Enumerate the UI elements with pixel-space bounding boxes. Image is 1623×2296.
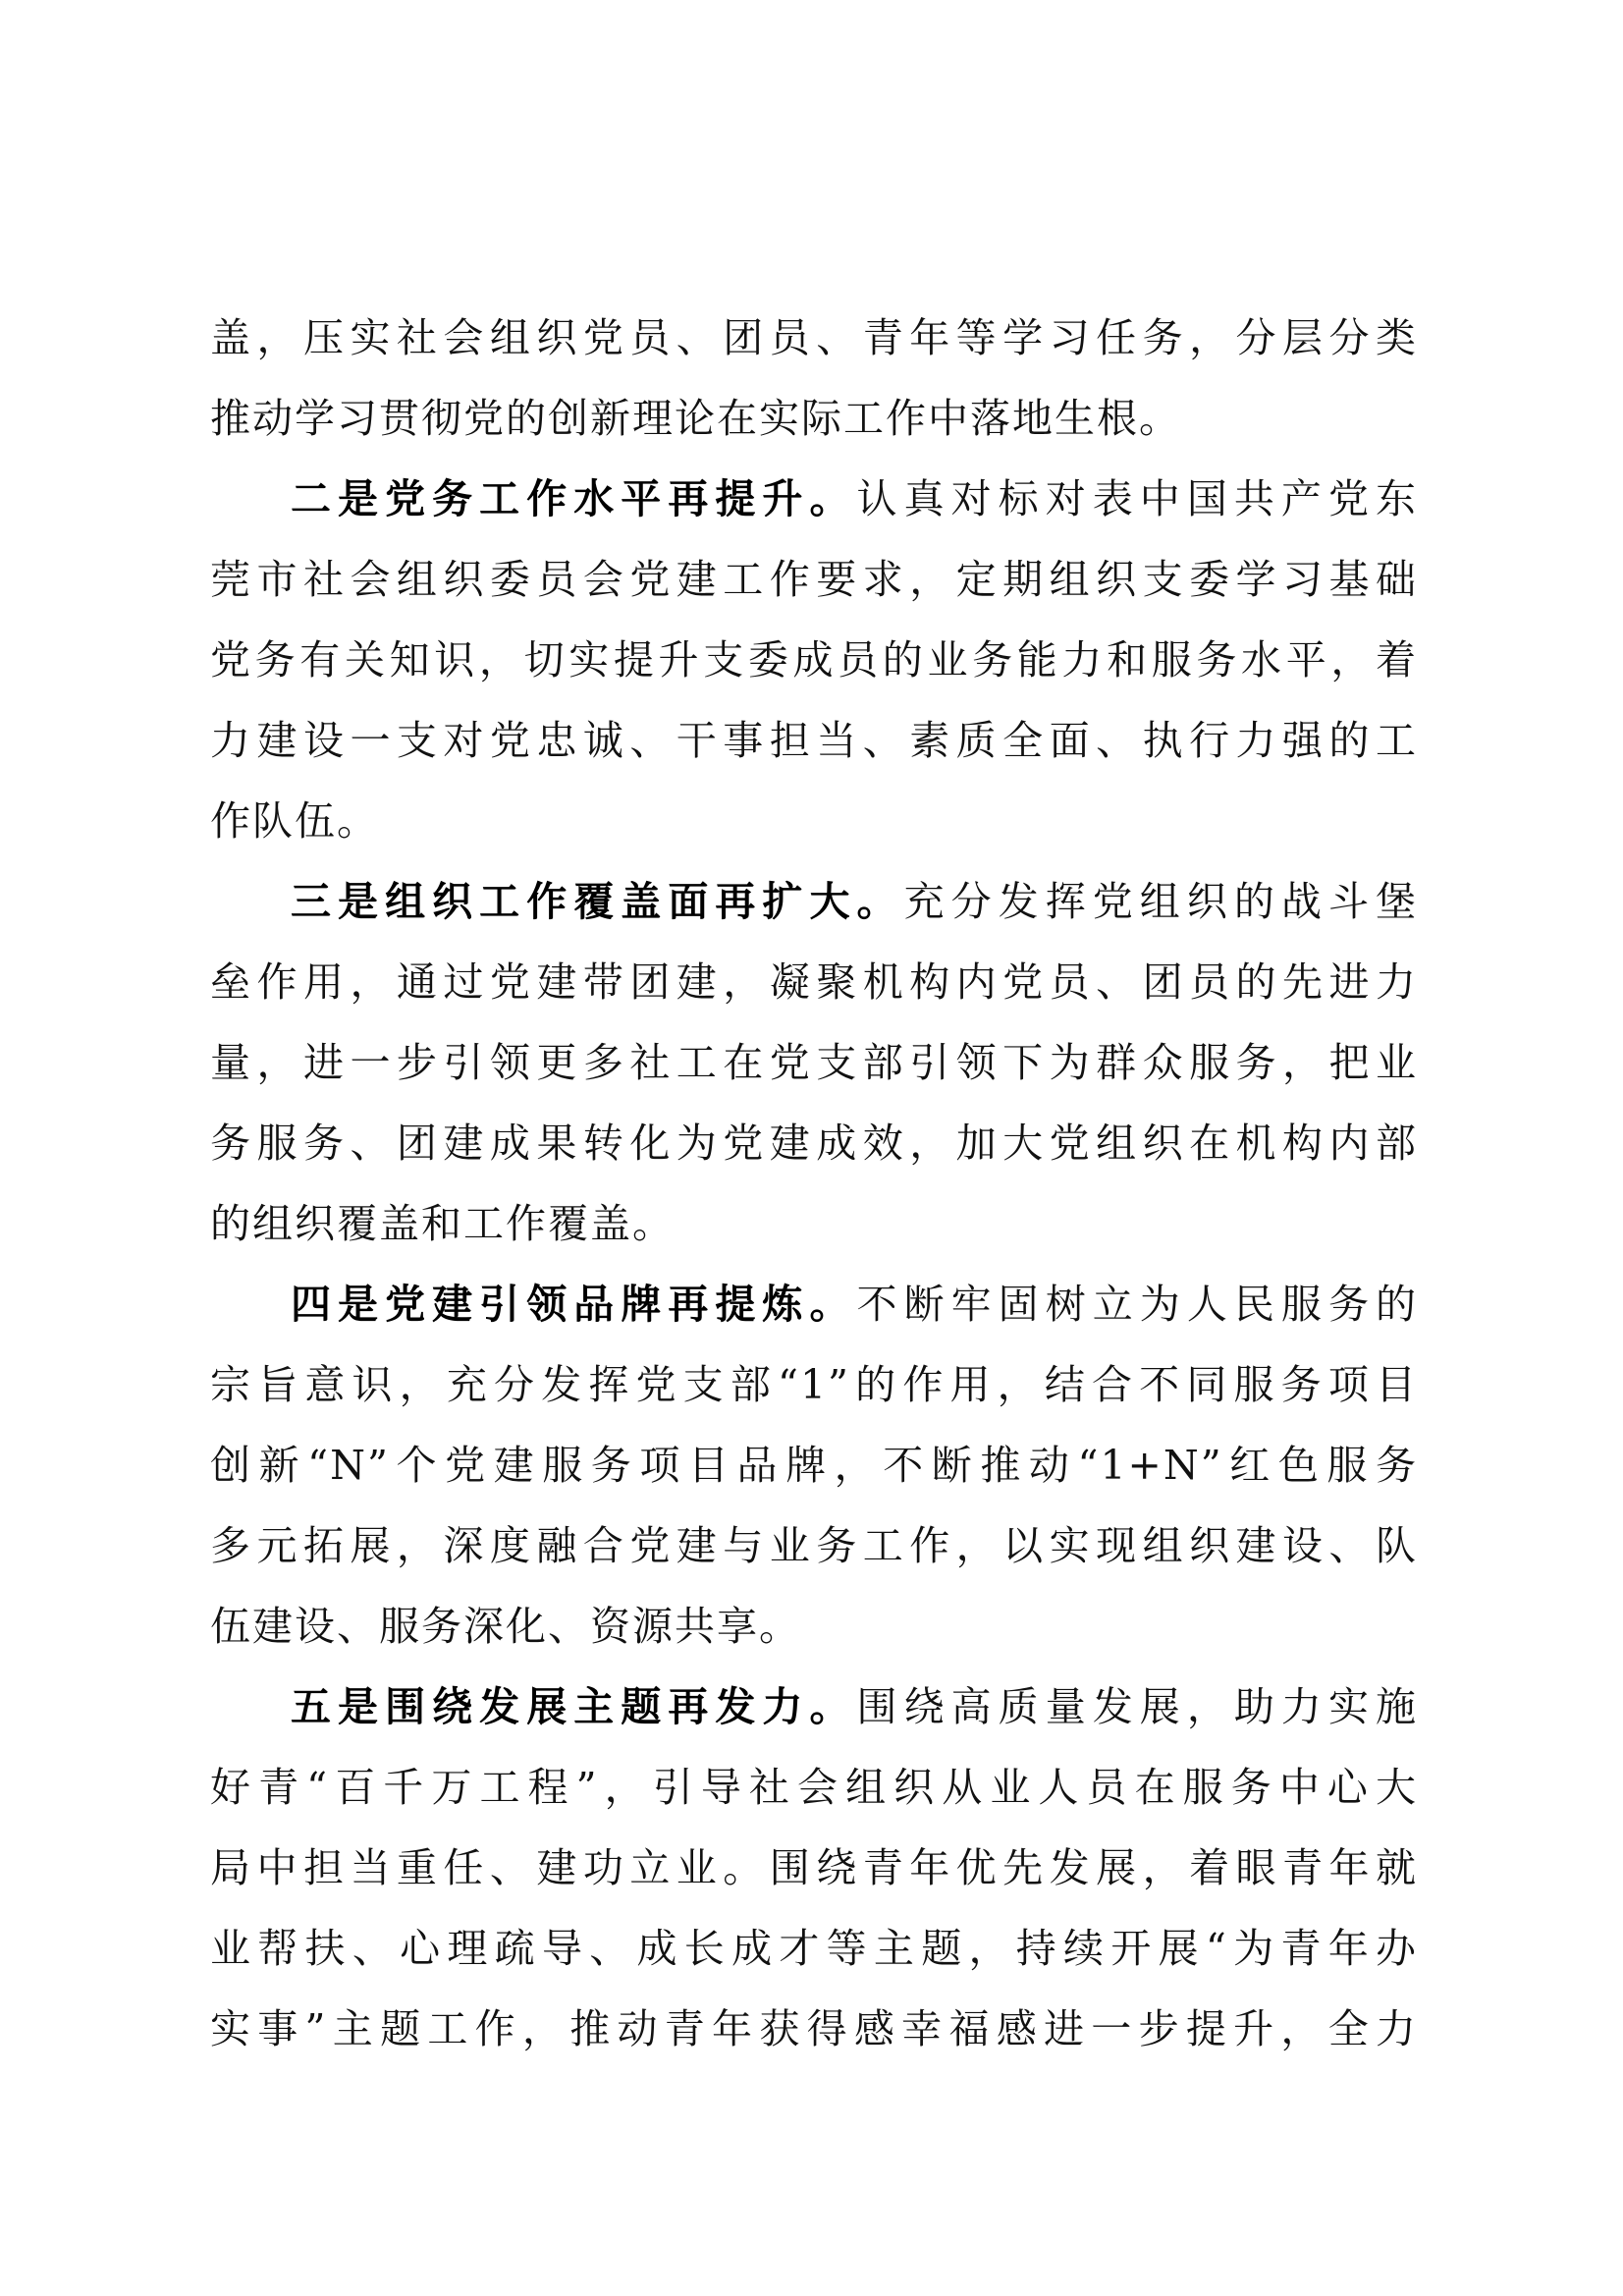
body-line	[210, 701, 1418, 780]
line-text: 认真对标对表中国共产党东	[856, 475, 1418, 522]
paragraph-first-line	[291, 460, 1418, 538]
line-text: 局中担当重任、建功立业。围绕青年优先发展，着眼青年就	[210, 1844, 1418, 1891]
body-line	[210, 943, 1418, 1021]
line-text: 作队伍。	[210, 797, 379, 845]
body-line	[210, 1345, 1418, 1424]
body-line	[210, 1829, 1418, 1907]
line-text: 围绕高质量发展，助力实施	[856, 1683, 1418, 1730]
line-text: 盖，压实社会组织党员、团员、青年等学习任务，分层分类	[210, 314, 1418, 361]
body-line	[210, 299, 1418, 377]
line-text: 党务有关知识，切实提升支委成员的业务能力和服务水平，着	[210, 636, 1418, 683]
body-line	[210, 1587, 1418, 1666]
line-text: 莞市社会组织委员会党建工作要求，定期组织支委学习基础	[210, 556, 1418, 603]
paragraph-heading: 四是党建引领品牌再提炼。	[291, 1281, 857, 1328]
body-line	[210, 1426, 1418, 1504]
body-line	[210, 1184, 1418, 1263]
line-text: 创新“N”个党建服务项目品牌，不断推动“1+N”红色服务	[210, 1442, 1418, 1489]
body-line	[210, 1909, 1418, 1988]
line-text: 多元拓展，深度融合党建与业务工作，以实现组织建设、队	[210, 1522, 1418, 1569]
line-text: 不断牢固树立为人民服务的	[856, 1281, 1418, 1328]
paragraph-heading: 二是党务工作水平再提升。	[291, 475, 857, 522]
body-line	[210, 1506, 1418, 1585]
line-text: 好青“百千万工程”，引导社会组织从业人员在服务中心大	[210, 1764, 1418, 1811]
line-text: 量，进一步引领更多社工在党支部引领下为群众服务，把业	[210, 1039, 1418, 1086]
body-line	[210, 540, 1418, 619]
line-text: 宗旨意识，充分发挥党支部“1”的作用，结合不同服务项目	[210, 1361, 1418, 1408]
body-line	[210, 782, 1418, 860]
body-line	[210, 1990, 1418, 2068]
body-line	[210, 1748, 1418, 1827]
paragraph-heading: 五是围绕发展主题再发力。	[291, 1683, 857, 1730]
line-text: 的组织覆盖和工作覆盖。	[210, 1200, 675, 1247]
body-line	[210, 1023, 1418, 1102]
line-text: 实事”主题工作，推动青年获得感幸福感进一步提升，全力	[210, 2005, 1418, 2052]
line-text: 充分发挥党组织的战斗堡	[903, 878, 1418, 925]
paragraph-first-line	[291, 862, 1418, 941]
body-line	[210, 1104, 1418, 1182]
body-line	[210, 379, 1418, 458]
line-text: 伍建设、服务深化、资源共享。	[210, 1603, 801, 1650]
line-text: 务服务、团建成果转化为党建成效，加大党组织在机构内部	[210, 1120, 1418, 1167]
body-line	[210, 621, 1418, 699]
paragraph-first-line	[291, 1667, 1418, 1746]
line-text: 推动学习贯彻党的创新理论在实际工作中落地生根。	[210, 395, 1181, 442]
line-text: 力建设一支对党忠诚、干事担当、素质全面、执行力强的工	[210, 717, 1418, 764]
paragraph-first-line	[291, 1265, 1418, 1343]
paragraph-heading: 三是组织工作覆盖面再扩大。	[291, 878, 904, 925]
line-text: 垒作用，通过党建带团建，凝聚机构内党员、团员的先进力	[210, 958, 1418, 1006]
line-text: 业帮扶、心理疏导、成长成才等主题，持续开展“为青年办	[210, 1925, 1418, 1972]
